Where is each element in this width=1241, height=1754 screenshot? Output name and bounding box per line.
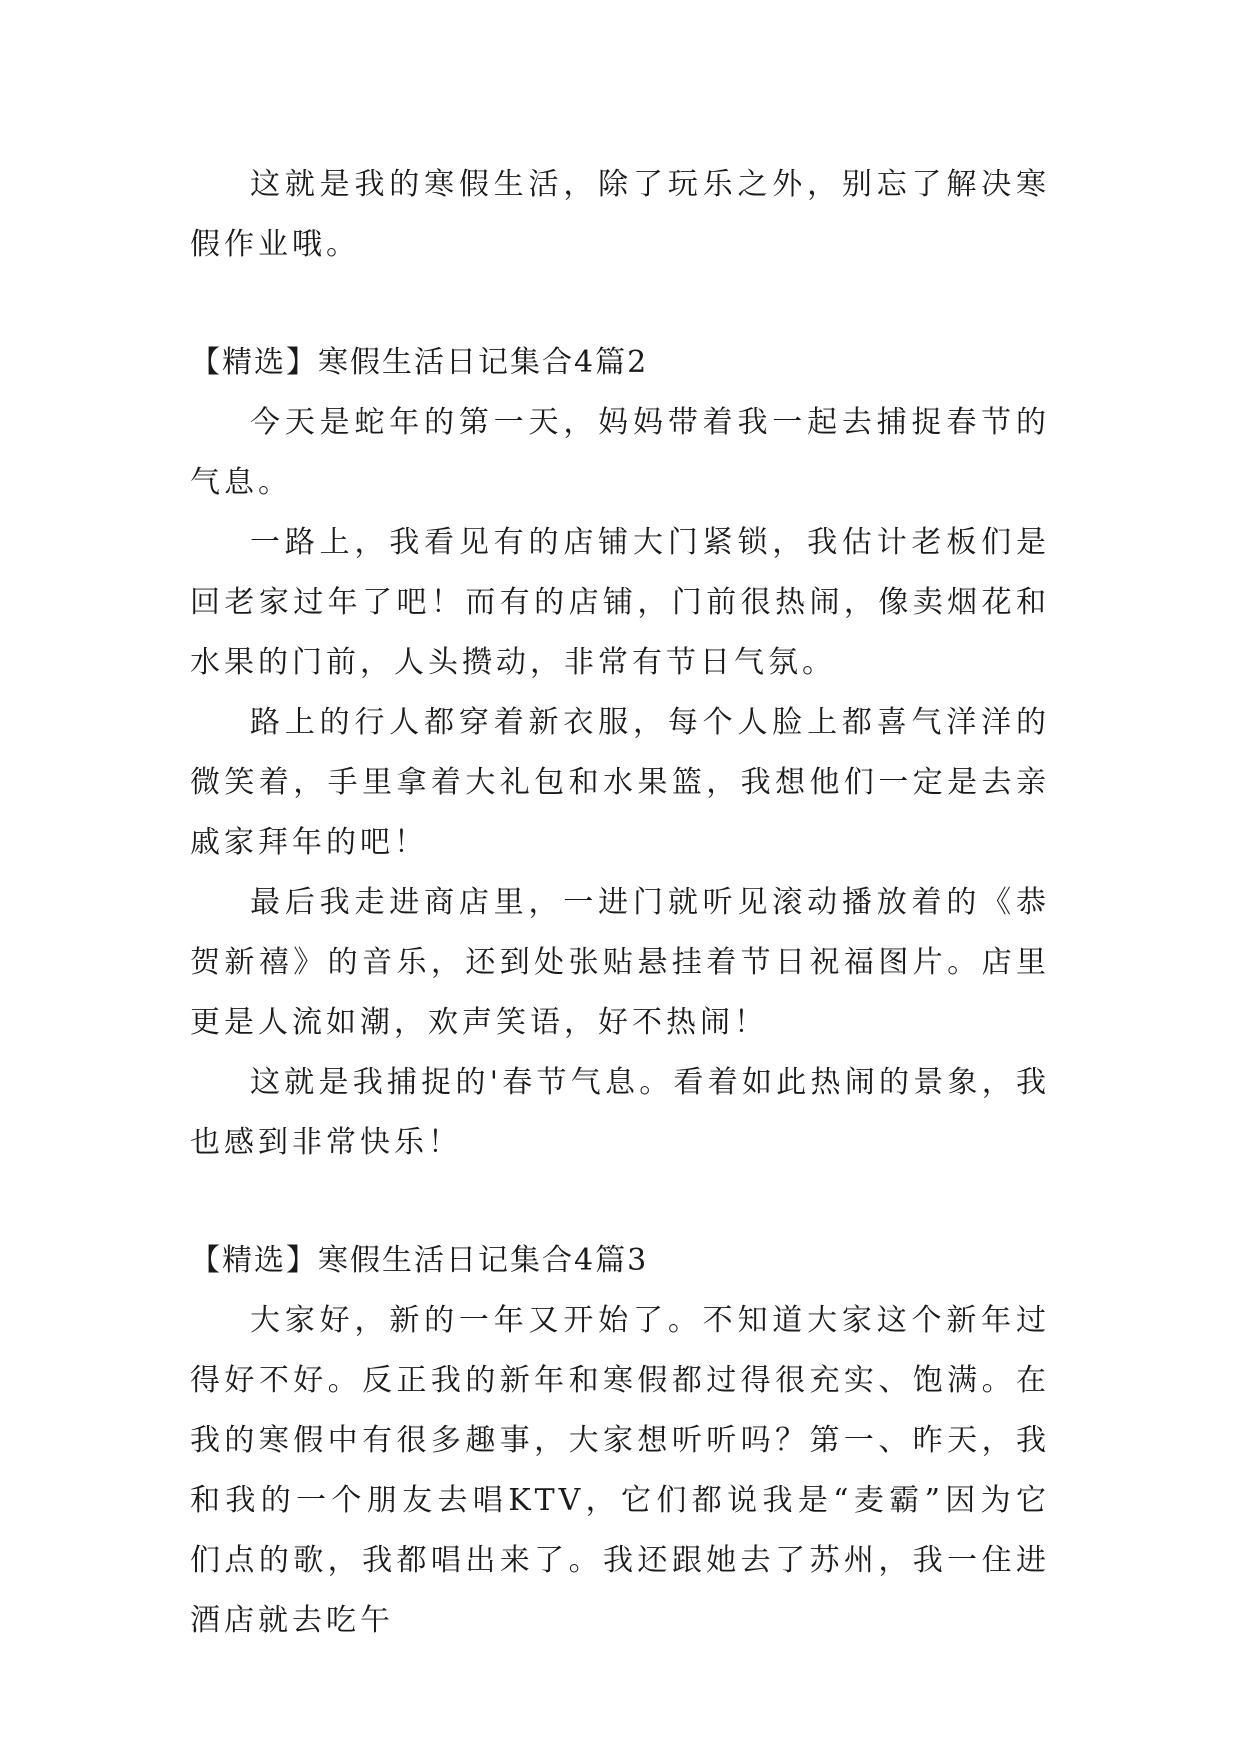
paragraph: 最后我走进商店里，一进门就听见滚动播放着的《恭贺新禧》的音乐，还到处张贴悬挂着节日祝福图片。店里更是人流如潮，欢声笑语，好不热闹！ — [190, 885, 1050, 1040]
paragraph: 路上的行人都穿着新衣服，每个人脸上都喜气洋洋的微笑着，手里拿着大礼包和水果篮，我想他们一定是去亲戚家拜年的吧！ — [190, 705, 1050, 860]
section-heading: 【精选】寒假生活日记集合4篇2 — [190, 345, 649, 380]
section-spacer — [190, 275, 1050, 333]
paragraph: 这就是我捕捉的'春节气息。看着如此热闹的景象，我也感到非常快乐！ — [190, 1065, 1050, 1160]
paragraph: 一路上，我看见有的店铺大门紧锁，我估计老板们是回老家过年了吧！而有的店铺，门前很热闹，像卖烟花和水果的门前，人头攒动，非常有节日气氛。 — [190, 525, 1050, 680]
paragraph: 大家好，新的一年又开始了。不知道大家这个新年过得好不好。反正我的新年和寒假都过得很充实、饱满。在我的寒假中有很多趣事，大家想听听吗？第一、昨天，我和我的一个朋友去唱KTV，它们都说我是“麦霸”因为它们点的歌，我都唱出来了。我还跟她去了苏州，我一住进酒店就去吃午 — [190, 1303, 1050, 1638]
paragraph: 这就是我的寒假生活，除了玩乐之外，别忘了解决寒假作业哦。 — [190, 167, 1050, 262]
document-body — [190, 155, 1050, 1651]
paragraph: 今天是蛇年的第一天，妈妈带着我一起去捕捉春节的气息。 — [190, 405, 1050, 500]
section-heading: 【精选】寒假生活日记集合4篇3 — [190, 1243, 649, 1278]
section-spacer — [190, 1173, 1050, 1231]
